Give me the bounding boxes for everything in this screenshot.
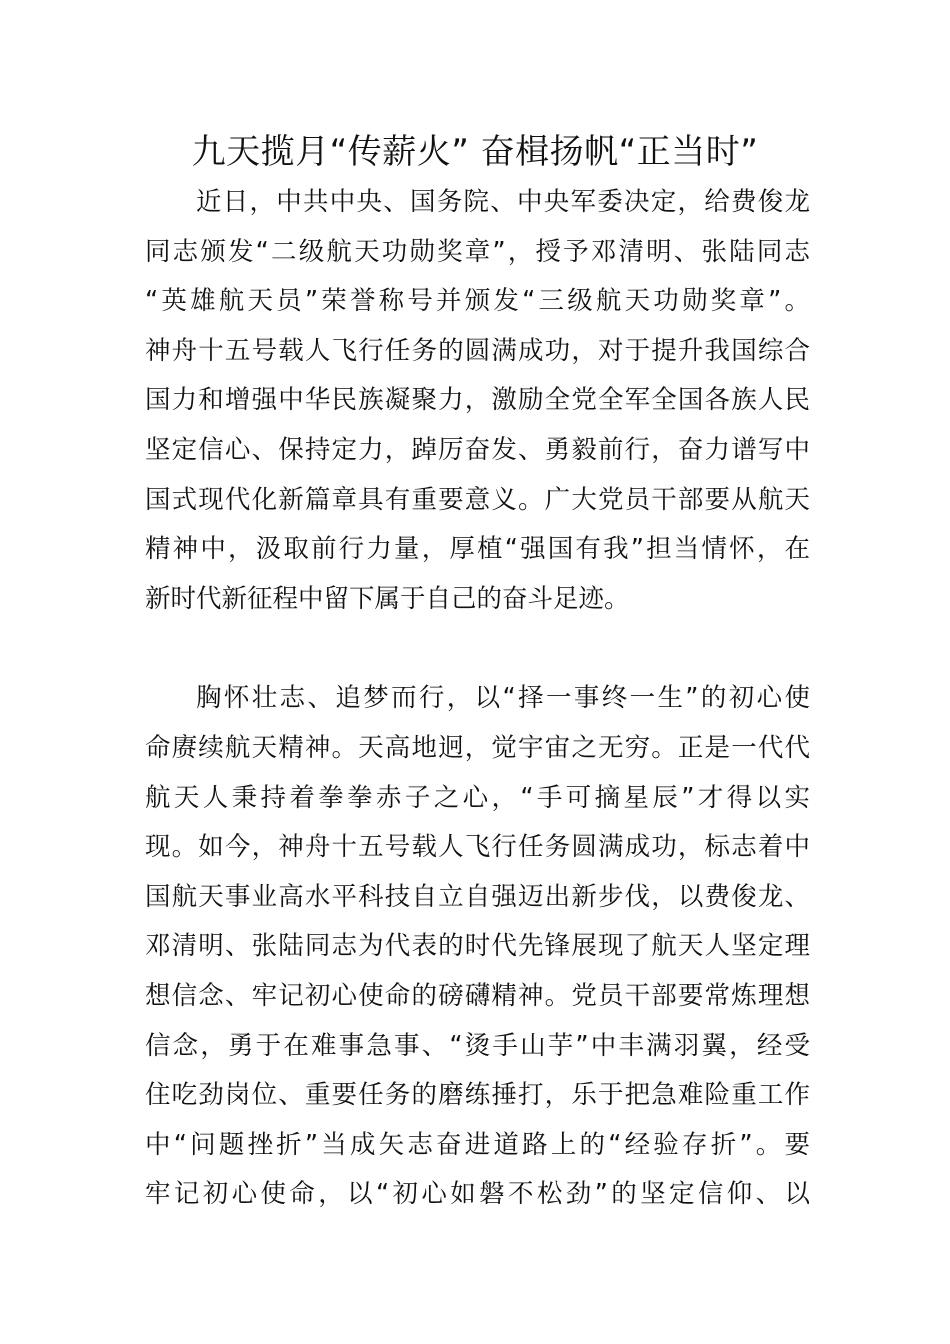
paragraph-line: 坚定信心、保持定力，踔厉奋发、勇毅前行，奋力谱写中	[145, 434, 810, 465]
paragraph-line: 航天人秉持着拳拳赤子之心，“手可摘星辰”才得以实	[145, 782, 810, 813]
paragraph-line: 胸怀壮志、追梦而行，以“择一事终一生”的初心使	[196, 683, 810, 714]
paragraph-1	[145, 178, 810, 624]
paragraph-line: 神舟十五号载人飞行任务的圆满成功，对于提升我国综合	[145, 335, 810, 366]
paragraph-line: 新时代新征程中留下属于自己的奋斗足迹。	[145, 583, 630, 614]
paragraph-line: 信念，勇于在难事急事、“烫手山芋”中丰满羽翼，经受	[145, 1030, 810, 1061]
paragraph-2	[145, 674, 810, 1220]
paragraph-line: 现。如今，神舟十五号载人飞行任务圆满成功，标志着中	[145, 832, 810, 863]
paragraph-line: 同志颁发“二级航天功勋奖章”，授予邓清明、张陆同志	[145, 236, 810, 267]
paragraph-line: 邓清明、张陆同志为代表的时代先锋展现了航天人坚定理	[145, 931, 810, 962]
paragraph-line: 国力和增强中华民族凝聚力，激励全党全军全国各族人民	[145, 385, 810, 416]
paragraph-line: 国航天事业高水平科技自立自强迈出新步伐，以费俊龙、	[145, 881, 810, 912]
paragraph-line: 牢记初心使命，以“初心如磐不松劲”的坚定信仰、以	[145, 1179, 810, 1210]
paragraph-line: 近日，中共中央、国务院、中央军委决定，给费俊龙	[196, 187, 810, 217]
document-title: 九天揽月“传薪火” 奋楫扬帆“正当时”	[191, 132, 759, 172]
paragraph-line: “英雄航天员”荣誉称号并颁发“三级航天功勋奖章”。	[145, 286, 810, 317]
paragraph-line: 命赓续航天精神。天高地迥，觉宇宙之无穷。正是一代代	[145, 732, 810, 763]
paragraph-line: 中“问题挫折”当成矢志奋进道路上的“经验存折”。要	[145, 1129, 810, 1160]
paragraph-line: 国式现代化新篇章具有重要意义。广大党员干部要从航天	[145, 484, 810, 515]
paragraph-spacer	[145, 624, 810, 674]
paragraph-line: 想信念、牢记初心使命的磅礴精神。党员干部要常炼理想	[145, 980, 810, 1011]
paragraph-line: 精神中，汲取前行力量，厚植“强国有我”担当情怀，在	[145, 534, 810, 565]
document-body	[145, 178, 810, 1220]
paragraph-line: 住吃劲岗位、重要任务的磨练捶打，乐于把急难险重工作	[145, 1080, 810, 1111]
